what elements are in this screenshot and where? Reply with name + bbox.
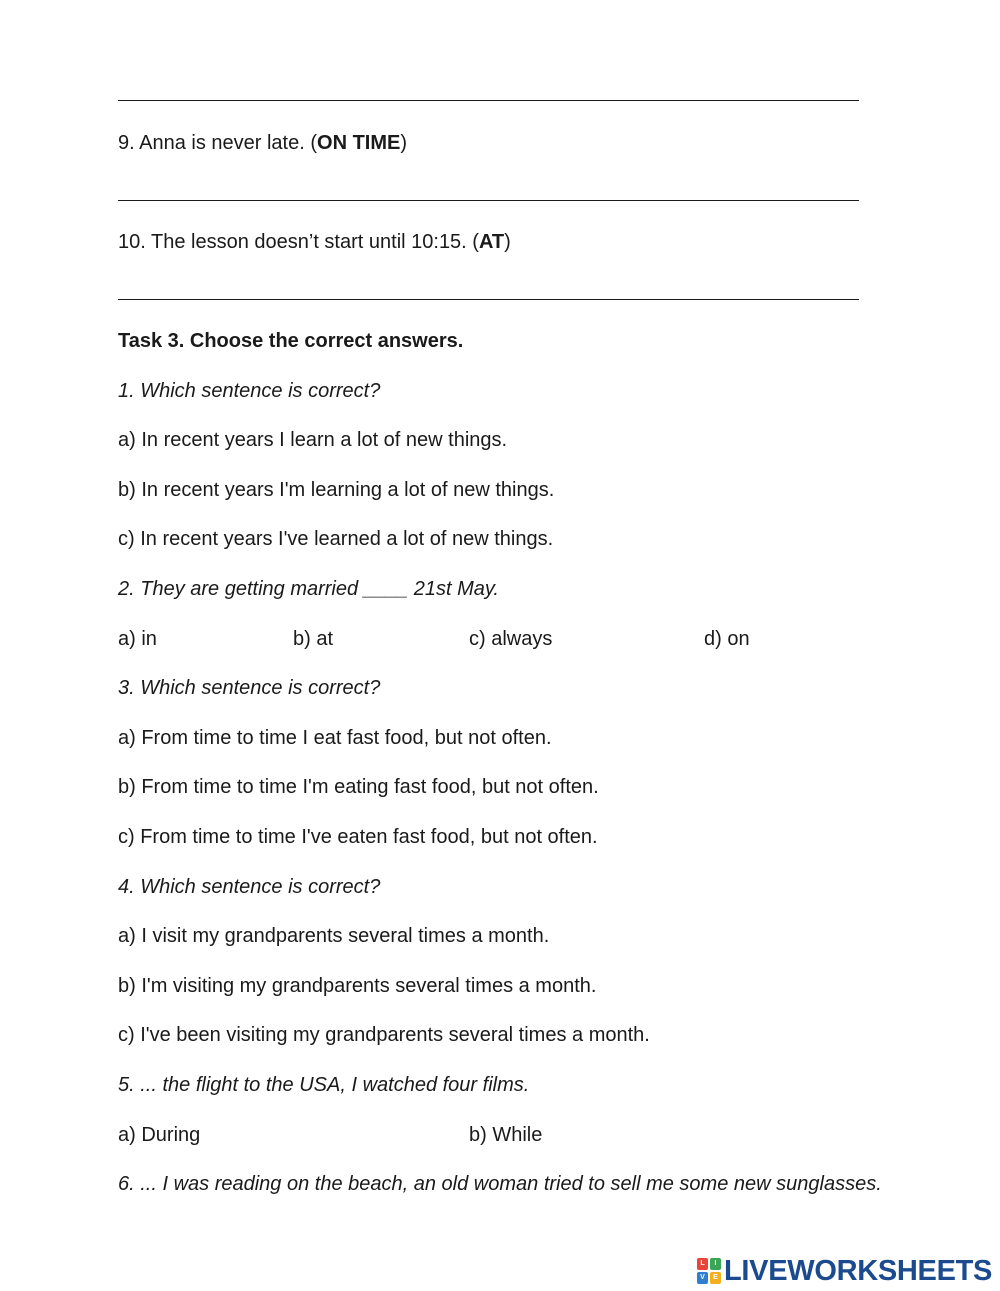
answer-line-8[interactable] bbox=[118, 100, 859, 101]
task3-q2-prompt: 2. They are getting married ____ 21st May. bbox=[118, 578, 499, 600]
liveworksheets-logo bbox=[697, 1257, 992, 1285]
task3-q5-prompt: 5. ... the flight to the USA, I watched four films. bbox=[118, 1074, 530, 1096]
task3-q1-option-c[interactable]: c) In recent years I've learned a lot of new things. bbox=[118, 528, 554, 550]
task3-q2-option-b[interactable]: b) at bbox=[293, 628, 334, 650]
q9-keyword: ON TIME bbox=[317, 132, 401, 154]
task3-q6-prompt: 6. ... I was reading on the beach, an old woman tried to sell me some new sunglasses. bbox=[118, 1173, 882, 1195]
task3-q2-option-d[interactable]: d) on bbox=[704, 628, 750, 650]
task3-q3-option-c[interactable]: c) From time to time I've eaten fast food, but not often. bbox=[118, 826, 598, 848]
task3-q5-option-b[interactable]: b) While bbox=[469, 1124, 543, 1146]
task3-q3-option-a[interactable]: a) From time to time I eat fast food, but not often. bbox=[118, 727, 552, 749]
answer-line-9[interactable] bbox=[118, 200, 859, 201]
q9-text: 9. Anna is never late. ( bbox=[118, 132, 318, 154]
logo-mark-l: L bbox=[697, 1258, 708, 1270]
logo-mark-e: E bbox=[710, 1272, 721, 1284]
task3-q1-prompt: 1. Which sentence is correct? bbox=[118, 380, 381, 402]
task3-q4-option-a[interactable]: a) I visit my grandparents several times a month. bbox=[118, 925, 550, 947]
logo-mark-v: V bbox=[697, 1272, 708, 1284]
liveworksheets-logo-text: LIVEWORKSHEETS bbox=[724, 1255, 993, 1287]
logo-mark-i: I bbox=[710, 1258, 721, 1270]
task3-q1-option-b[interactable]: b) In recent years I'm learning a lot of new things. bbox=[118, 479, 555, 501]
answer-line-10[interactable] bbox=[118, 299, 859, 300]
liveworksheets-logo-icon bbox=[697, 1258, 721, 1284]
task3-q4-prompt: 4. Which sentence is correct? bbox=[118, 876, 381, 898]
task3-q2-option-c[interactable]: c) always bbox=[469, 628, 553, 650]
task3-q5-option-a[interactable]: a) During bbox=[118, 1124, 201, 1146]
task3-q4-option-c[interactable]: c) I've been visiting my grandparents several times a month. bbox=[118, 1024, 650, 1046]
task3-q4-option-b[interactable]: b) I'm visiting my grandparents several times a month. bbox=[118, 975, 597, 997]
q9-close: ) bbox=[400, 132, 408, 154]
q10-keyword: AT bbox=[478, 231, 505, 253]
task2-question-9 bbox=[118, 131, 407, 155]
task3-q3-prompt: 3. Which sentence is correct? bbox=[118, 677, 381, 699]
q10-close: ) bbox=[504, 231, 511, 253]
task3-q3-option-b[interactable]: b) From time to time I'm eating fast food, but not often. bbox=[118, 776, 599, 798]
task3-heading: Task 3. Choose the correct answers. bbox=[118, 330, 464, 352]
task3-q2-option-a[interactable]: a) in bbox=[118, 628, 157, 650]
task3-q1-option-a[interactable]: a) In recent years I learn a lot of new things. bbox=[118, 429, 508, 451]
task2-question-10 bbox=[118, 230, 511, 254]
q10-text: 10. The lesson doesn’t start until 10:15. ( bbox=[118, 231, 479, 253]
